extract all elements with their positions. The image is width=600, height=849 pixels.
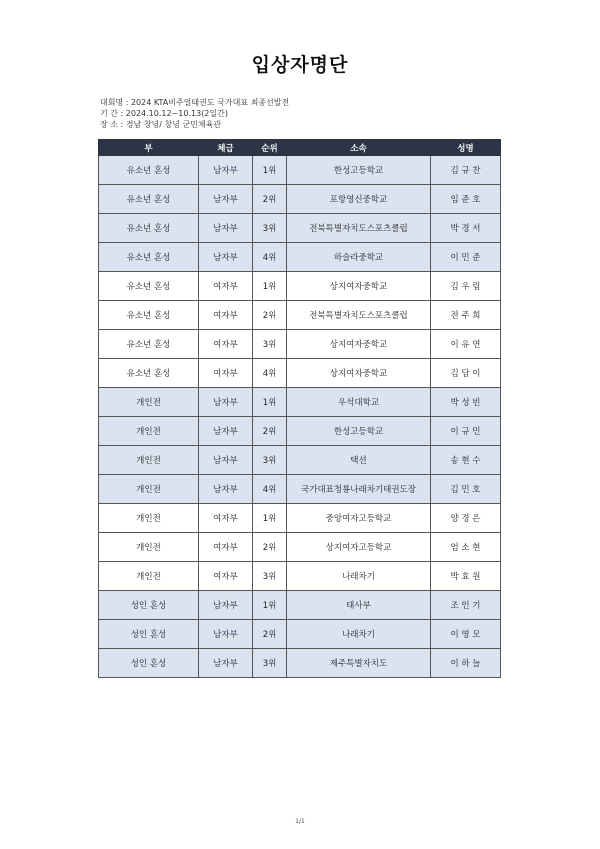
cell-rank: 3위 — [253, 330, 287, 359]
cell-division: 개인전 — [99, 504, 199, 533]
cell-division: 성인 혼성 — [99, 620, 199, 649]
table-row — [99, 359, 501, 388]
cell-division: 성인 혼성 — [99, 649, 199, 678]
cell-name: 송 현 수 — [431, 446, 501, 475]
table-row — [99, 330, 501, 359]
table-row — [99, 591, 501, 620]
cell-category: 남자부 — [199, 243, 253, 272]
cell-division: 유소년 혼성 — [99, 301, 199, 330]
cell-rank: 1위 — [253, 156, 287, 185]
cell-rank: 2위 — [253, 417, 287, 446]
cell-affiliation: 한성고등학교 — [287, 156, 431, 185]
results-body — [99, 156, 501, 678]
cell-division: 유소년 혼성 — [99, 330, 199, 359]
cell-rank: 3위 — [253, 214, 287, 243]
cell-division: 유소년 혼성 — [99, 272, 199, 301]
table-row — [99, 185, 501, 214]
cell-affiliation: 나래차기 — [287, 562, 431, 591]
cell-affiliation: 제주특별자치도 — [287, 649, 431, 678]
cell-rank: 1위 — [253, 388, 287, 417]
page-number: 1/1 — [295, 818, 305, 825]
cell-affiliation: 상지여자중학교 — [287, 330, 431, 359]
cell-category: 남자부 — [199, 620, 253, 649]
cell-name: 이 규 민 — [431, 417, 501, 446]
cell-affiliation: 전북특별자치도스포츠클럽 — [287, 301, 431, 330]
cell-division: 유소년 혼성 — [99, 185, 199, 214]
cell-affiliation: 상지여자중학교 — [287, 272, 431, 301]
cell-rank: 2위 — [253, 620, 287, 649]
table-row — [99, 649, 501, 678]
cell-name: 이 민 준 — [431, 243, 501, 272]
cell-name: 조 인 기 — [431, 591, 501, 620]
cell-name: 박 효 원 — [431, 562, 501, 591]
cell-category: 남자부 — [199, 417, 253, 446]
cell-name: 엄 소 현 — [431, 533, 501, 562]
cell-affiliation: 중앙여자고등학교 — [287, 504, 431, 533]
results-table — [98, 139, 501, 678]
table-row — [99, 214, 501, 243]
cell-category: 남자부 — [199, 185, 253, 214]
event-period: 기 간 : 2024.10.12~10.13(2일간) — [100, 109, 228, 118]
table-row — [99, 533, 501, 562]
table-header-row — [99, 140, 501, 156]
cell-category: 남자부 — [199, 649, 253, 678]
cell-affiliation: 상지여자고등학교 — [287, 533, 431, 562]
cell-division: 개인전 — [99, 533, 199, 562]
cell-affiliation: 태사부 — [287, 591, 431, 620]
cell-rank: 4위 — [253, 243, 287, 272]
cell-name: 김 규 찬 — [431, 156, 501, 185]
cell-category: 여자부 — [199, 330, 253, 359]
cell-rank: 1위 — [253, 272, 287, 301]
cell-rank: 2위 — [253, 533, 287, 562]
cell-name: 김 우 림 — [431, 272, 501, 301]
event-venue: 장 소 : 경남 창녕/ 창녕 군민체육관 — [100, 120, 222, 129]
table-row — [99, 562, 501, 591]
cell-name: 양 경 은 — [431, 504, 501, 533]
cell-name: 박 경 서 — [431, 214, 501, 243]
cell-rank: 1위 — [253, 504, 287, 533]
cell-division: 개인전 — [99, 388, 199, 417]
cell-category: 남자부 — [199, 388, 253, 417]
cell-category: 여자부 — [199, 359, 253, 388]
cell-affiliation: 우석대학교 — [287, 388, 431, 417]
cell-affiliation: 상지여자중학교 — [287, 359, 431, 388]
cell-category: 남자부 — [199, 591, 253, 620]
cell-category: 남자부 — [199, 156, 253, 185]
cell-rank: 4위 — [253, 475, 287, 504]
cell-affiliation: 나래차기 — [287, 620, 431, 649]
table-row — [99, 272, 501, 301]
cell-division: 성인 혼성 — [99, 591, 199, 620]
cell-affiliation: 택션 — [287, 446, 431, 475]
cell-division: 유소년 혼성 — [99, 243, 199, 272]
cell-affiliation: 포항영신중학교 — [287, 185, 431, 214]
cell-rank: 3위 — [253, 446, 287, 475]
cell-division: 개인전 — [99, 446, 199, 475]
cell-division: 유소년 혼성 — [99, 214, 199, 243]
page-title: 입상자명단 — [251, 54, 349, 76]
table-row — [99, 388, 501, 417]
cell-affiliation: 하슬라중학교 — [287, 243, 431, 272]
cell-name: 김 민 호 — [431, 475, 501, 504]
cell-affiliation: 국가대표청룡나래차기태권도장 — [287, 475, 431, 504]
cell-rank: 2위 — [253, 185, 287, 214]
cell-rank: 4위 — [253, 359, 287, 388]
table-row — [99, 301, 501, 330]
table-row — [99, 504, 501, 533]
cell-category: 남자부 — [199, 475, 253, 504]
cell-category: 여자부 — [199, 533, 253, 562]
cell-affiliation: 전북특별자치도스포츠클럽 — [287, 214, 431, 243]
cell-category: 여자부 — [199, 562, 253, 591]
header-category: 체급 — [199, 140, 253, 156]
cell-category: 남자부 — [199, 446, 253, 475]
cell-category: 여자부 — [199, 272, 253, 301]
cell-division: 유소년 혼성 — [99, 156, 199, 185]
cell-name: 전 주 희 — [431, 301, 501, 330]
cell-category: 남자부 — [199, 214, 253, 243]
cell-division: 유소년 혼성 — [99, 359, 199, 388]
cell-name: 이 하 늘 — [431, 649, 501, 678]
header-name: 성명 — [431, 140, 501, 156]
table-row — [99, 156, 501, 185]
table-row — [99, 417, 501, 446]
header-affiliation: 소속 — [287, 140, 431, 156]
cell-name: 이 유 연 — [431, 330, 501, 359]
table-row — [99, 620, 501, 649]
cell-division: 개인전 — [99, 475, 199, 504]
cell-rank: 1위 — [253, 591, 287, 620]
header-rank: 순위 — [253, 140, 287, 156]
cell-rank: 2위 — [253, 301, 287, 330]
cell-name: 김 담 이 — [431, 359, 501, 388]
event-name: 대회명 : 2024 KTA비주얼태권도 국가대표 최종선발전 — [100, 98, 290, 107]
table-row — [99, 243, 501, 272]
cell-category: 여자부 — [199, 301, 253, 330]
cell-division: 개인전 — [99, 562, 199, 591]
cell-rank: 3위 — [253, 649, 287, 678]
table-row — [99, 475, 501, 504]
cell-rank: 3위 — [253, 562, 287, 591]
header-division: 부 — [99, 140, 199, 156]
cell-name: 박 성 빈 — [431, 388, 501, 417]
cell-category: 여자부 — [199, 504, 253, 533]
cell-division: 개인전 — [99, 417, 199, 446]
table-row — [99, 446, 501, 475]
cell-name: 이 영 모 — [431, 620, 501, 649]
cell-affiliation: 한성고등학교 — [287, 417, 431, 446]
cell-name: 임 준 호 — [431, 185, 501, 214]
